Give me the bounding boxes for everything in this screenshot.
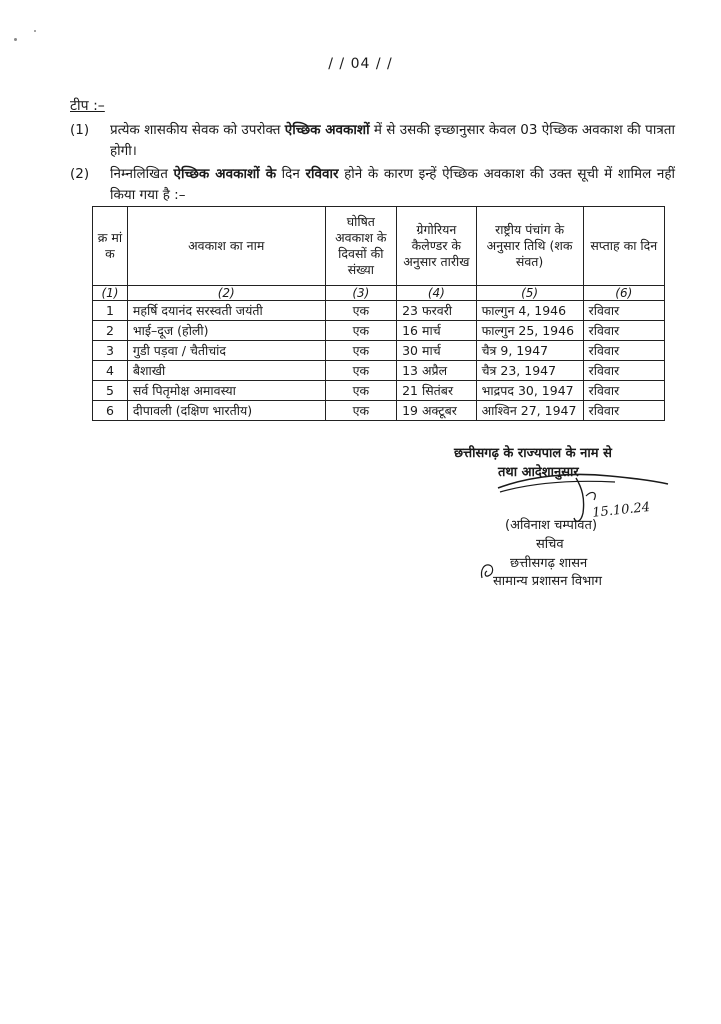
column-number: (6): [583, 286, 664, 301]
cell-serial: 4: [93, 361, 128, 381]
cell-weekday: रविवार: [583, 341, 664, 361]
cell-gregorian-date: 13 अप्रैल: [397, 361, 476, 381]
cell-gregorian-date: 23 फरवरी: [397, 301, 476, 321]
header-day-count: घोषित अवकाश के दिवसों की संख्या: [325, 207, 397, 286]
cell-weekday: रविवार: [583, 401, 664, 421]
cell-holiday-name: महर्षि दयानंद सरस्वती जयंती: [127, 301, 325, 321]
table-row: [93, 381, 665, 401]
cell-serial: 6: [93, 401, 128, 421]
table-row: [93, 301, 665, 321]
note-heading: टीप :–: [70, 98, 105, 114]
optional-holidays-table: [92, 206, 665, 421]
authority-line-1: छत्तीसगढ़ के राज्यपाल के नाम से: [454, 446, 612, 461]
cell-holiday-name: दीपावली (दक्षिण भारतीय): [127, 401, 325, 421]
note-item-1: [70, 120, 675, 162]
cell-serial: 3: [93, 341, 128, 361]
cell-day-count: एक: [325, 321, 397, 341]
cell-gregorian-date: 30 मार्च: [397, 341, 476, 361]
header-serial: क्र मां क: [93, 207, 128, 286]
cell-serial: 5: [93, 381, 128, 401]
cell-weekday: रविवार: [583, 381, 664, 401]
cell-weekday: रविवार: [583, 321, 664, 341]
cell-day-count: एक: [325, 401, 397, 421]
column-number: (2): [127, 286, 325, 301]
cell-day-count: एक: [325, 341, 397, 361]
government-name: छत्तीसगढ़ शासन: [510, 556, 588, 571]
note-number: (1): [70, 122, 90, 138]
note-text: प्रत्येक शासकीय सेवक को उपरोक्त ऐच्छिक अवकाशों में से उसकी इच्छानुसार केवल 03 ऐच्छिक अवकाश की पात्रता होगी।: [110, 122, 675, 159]
signature-date: 15.10.24: [591, 499, 651, 521]
scan-speck: [34, 30, 36, 32]
table-row: [93, 401, 665, 421]
cell-gregorian-date: 16 मार्च: [397, 321, 476, 341]
officer-name: (अविनाश चम्पावत): [505, 518, 598, 533]
cell-gregorian-date: 19 अक्टूबर: [397, 401, 476, 421]
header-holiday-name: अवकाश का नाम: [127, 207, 325, 286]
cell-weekday: रविवार: [583, 361, 664, 381]
authority-line-2: तथा आदेशानुसार: [498, 465, 579, 480]
page-number: / / 04 / /: [328, 56, 393, 72]
cell-national-date: फाल्गुन 25, 1946: [476, 321, 583, 341]
note-number: (2): [70, 166, 90, 182]
cell-gregorian-date: 21 सितंबर: [397, 381, 476, 401]
column-number: (4): [397, 286, 476, 301]
column-number: (3): [325, 286, 397, 301]
header-gregorian-date: ग्रेगोरियन कैलेण्डर के अनुसार तारीख: [397, 207, 476, 286]
cell-holiday-name: भाई–दूज (होली): [127, 321, 325, 341]
cell-holiday-name: बैशाखी: [127, 361, 325, 381]
table-row: [93, 341, 665, 361]
officer-designation: सचिव: [536, 537, 564, 552]
header-weekday: सप्ताह का दिन: [583, 207, 664, 286]
cell-national-date: चैत्र 23, 1947: [476, 361, 583, 381]
cell-weekday: रविवार: [583, 301, 664, 321]
cell-day-count: एक: [325, 361, 397, 381]
column-number: (5): [476, 286, 583, 301]
cell-holiday-name: गुडी पड़वा / चैतीचांद: [127, 341, 325, 361]
cell-day-count: एक: [325, 381, 397, 401]
column-number-row: [93, 286, 665, 301]
table-row: [93, 321, 665, 341]
note-text: निम्नलिखित ऐच्छिक अवकाशों के दिन रविवार होने के कारण इन्हें ऐच्छिक अवकाश की उक्त सूची में शामिल नहीं किया गया है :–: [110, 166, 675, 203]
department-name: सामान्य प्रशासन विभाग: [493, 574, 602, 589]
cell-national-date: चैत्र 9, 1947: [476, 341, 583, 361]
cell-day-count: एक: [325, 301, 397, 321]
cell-national-date: भाद्रपद 30, 1947: [476, 381, 583, 401]
cell-serial: 2: [93, 321, 128, 341]
note-item-2: [70, 164, 675, 206]
cell-national-date: आश्विन 27, 1947: [476, 401, 583, 421]
cell-serial: 1: [93, 301, 128, 321]
cell-holiday-name: सर्व पितृमोक्ष अमावस्या: [127, 381, 325, 401]
cell-national-date: फाल्गुन 4, 1946: [476, 301, 583, 321]
table-row: [93, 361, 665, 381]
column-number: (1): [93, 286, 128, 301]
header-national-calendar: राष्ट्रीय पंचांग के अनुसार तिथि (शक संवत): [476, 207, 583, 286]
scan-speck: [14, 38, 17, 41]
